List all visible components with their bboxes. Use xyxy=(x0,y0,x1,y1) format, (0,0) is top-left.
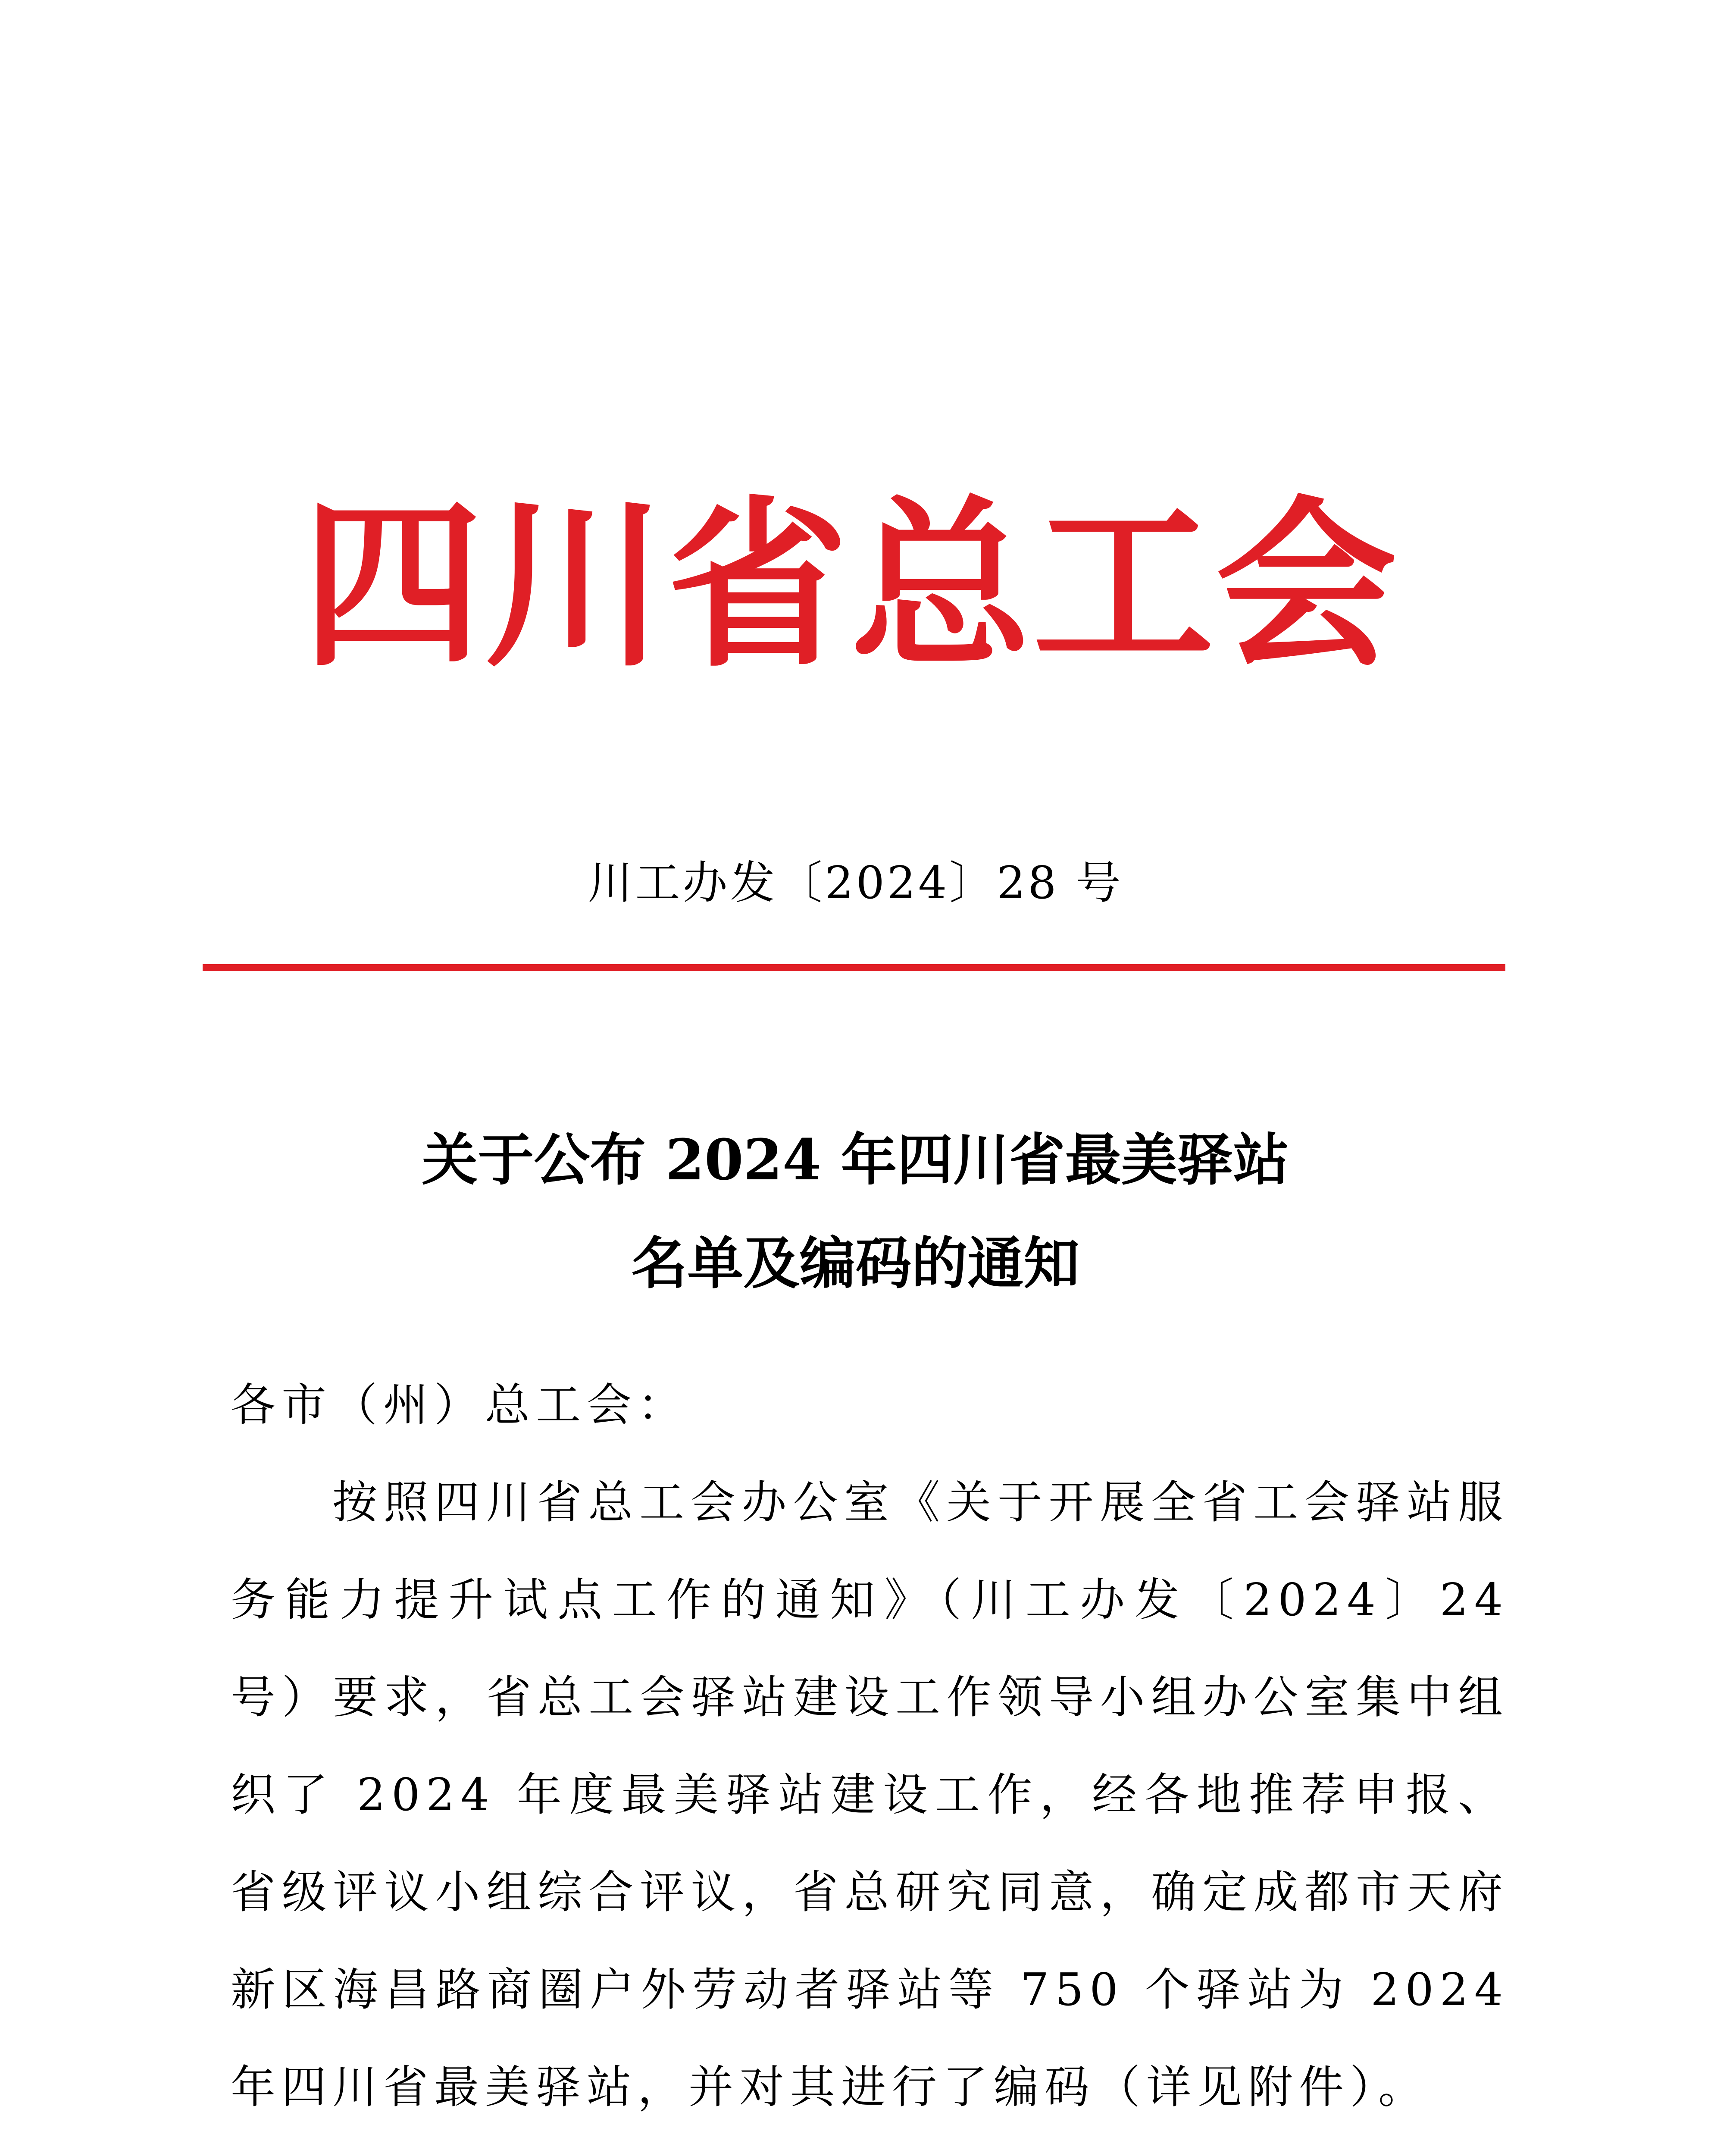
document-title xyxy=(0,1108,1711,1315)
title-line-2: 名单及编码的通知 xyxy=(631,1230,1080,1296)
body-paragraph-2 xyxy=(231,2136,1509,2156)
body-paragraph-1: 按照四川省总工会办公室《关于开展全省工会驿站服务能力提升试点工作的通知》（川工办发〔2024〕24 号）要求，省总工会驿站建设工作领导小组办公室集中组织了 2024 年度最美驿站建设工作，经各地推荐申报、省级评议小组综合评议，省总研究同意，确定成都市天府新区海昌路商圈户外劳动者驿站等 750 个驿站为 2024 年四川省最美驿站，并对其进行了编码（详见附件）。 xyxy=(231,1476,1509,2113)
document-number: 川工办发〔2024〕28 号 xyxy=(588,856,1123,909)
masthead-org-name xyxy=(302,466,1397,707)
red-divider xyxy=(203,964,1505,971)
title-line-1: 关于公布 2024 年四川省最美驿站 xyxy=(422,1127,1289,1193)
masthead-char: 会 xyxy=(1216,481,1397,692)
salutation: 各市（州）总工会： xyxy=(231,1379,689,1431)
masthead-char: 工 xyxy=(1033,481,1214,692)
masthead-char: 四 xyxy=(302,481,483,692)
masthead-char: 川 xyxy=(485,481,666,692)
masthead-char: 总 xyxy=(850,481,1031,692)
masthead-char: 省 xyxy=(667,481,848,692)
document-body xyxy=(231,1356,1509,2156)
